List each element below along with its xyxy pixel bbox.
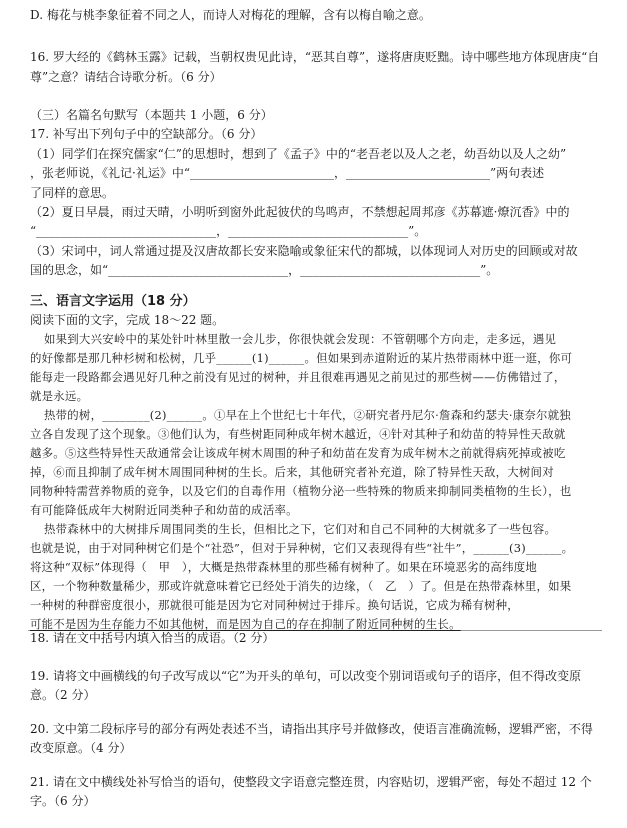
text-line: （2）夏日早晨，雨过天晴，小明听到窗外此起彼伏的鸟鸣声，不禁想起周邦彦《苏幕遮·燎沉香》中的	[30, 205, 570, 219]
text-line: ，张老师说，《礼记·礼运》中“________________________，________________________”两句表述	[30, 166, 545, 180]
text-line: 改变原意。（4 分）	[30, 741, 132, 755]
text-line: 20. 文中第二段标序号的部分有两处表述不当，请指出其序号并做修改，使语言准确流畅，逻辑严密，不得	[30, 722, 593, 736]
text-line: 热带森林中的大树排斥周围同类的生长，但相比之下，它们对和自己不同种的大树就多了一些包容。	[44, 522, 557, 536]
text-line: 18. 请在文中括号内填入恰当的成语。（2 分）	[30, 631, 275, 645]
text-line: 三、语言文字运用（18 分）	[30, 294, 196, 309]
text-line: 能每走一段路都会遇见好几种之前没有见过的树种，并且很难再遇见之前见过的那些树——仿佛错过了，	[30, 370, 566, 384]
text-line: 有可能降低成年大树附近同类种子和幼苗的成活率。	[30, 503, 298, 517]
text-line: 17. 补写出下列句子中的空缺部分。（6 分）	[30, 127, 263, 141]
text-line: 了同样的意思。	[30, 186, 115, 200]
text-line: 同物种特需营养物质的竞争，以及它们的自毒作用（植物分泌一些特殊的物质来抑制同类植物的生长），也	[30, 484, 572, 498]
text-line: （3）宋词中，词人常通过提及汉唐故都长安来隐喻或象征宋代的都城，以体现词人对历史的回顾或对故	[30, 244, 578, 258]
text-line: 国的思念，如“______________________________，______________________________”。	[30, 263, 499, 277]
text-line: 掉，⑥而且抑制了成年树木周围同种树的生长。后来，其他研究者补充道，除了特异性天敌，大树间对	[30, 465, 554, 479]
text-line: “______________________________，______________________________”。	[30, 224, 427, 238]
text-line: 16. 罗大经的《鹤林玉露》记载，当朝权贵见此诗，“恶其自尊”，遂将唐庚贬黜。诗中哪些地方体现唐庚“自	[30, 50, 600, 64]
text-line: 19. 请将文中画横线的句子改写成以“它”为开头的单句，可以改变个别词语或句子的语序，但不得改变原	[30, 669, 582, 683]
text-line: 就是永远。	[30, 389, 89, 403]
text-line: 立各自发现了这个现象。③他们认为，有些树距同种成年树木越近，④针对其种子和幼苗的特异性天敌就	[30, 427, 566, 441]
text-line: 字。（6 分）	[30, 794, 96, 808]
text-line: 尊”之意？请结合诗歌分析。（6 分）	[30, 70, 222, 84]
text-line: 也就是说，由于对同种树它们是个“社恐”，但对于异种树，它们又表现得有些“社牛”，______(3)______。	[30, 541, 574, 555]
text-line: 可能不是因为生存能力不如其他树，而是因为自己的存在抑制了附近同种树的生长。	[30, 617, 461, 631]
text-line: 区，一个物种数量稀少，那或许就意味着它已经处于消失的边缘，（ 乙 ）了。但是在热带森林里，如果	[30, 579, 572, 593]
text-line: 如果到大兴安岭中的某处针叶林里散一会儿步，你很快就会发现：不管朝哪个方向走，走多远，遇见	[44, 332, 557, 346]
text-line: （1）同学们在探究儒家“仁”的思想时，想到了《孟子》中的“老吾老以及人之老，幼吾幼以及人之幼”	[30, 147, 567, 161]
text-line: （三）名篇名句默写（本题共 1 小题，6 分）	[30, 108, 273, 122]
text-line: 的好像都是那几种杉树和松树，几乎______(1)______。但如果到赤道附近的某片热带雨林中逛一逛，你可	[30, 351, 573, 365]
text-line: 热带的树，________(2)______。①早在上个世纪七十年代，②研究者丹尼尔·詹森和约瑟夫·康奈尔就独	[44, 408, 571, 422]
text-line: 一种树的种群密度很小，那就很可能是因为它对同种树过于排斥。换句话说，它成为稀有树种，	[30, 598, 519, 612]
text-line: 21. 请在文中横线处补写恰当的语句，使整段文字语意完整连贯，内容贴切，逻辑严密，每处不超过 12 个	[30, 775, 592, 789]
text-line: D. 梅花与桃李象征着不同之人，而诗人对梅花的理解，含有以梅自喻之意。	[30, 8, 431, 22]
text-line: 将这种“双标”体现得（ 甲 ），大概是热带森林里的那些稀有树种了。如果在环境恶劣的高纬度地	[30, 560, 537, 574]
text-line: 意。（2 分）	[30, 688, 96, 702]
text-line: 阅读下面的文字，完成 18～22 题。	[30, 313, 225, 327]
text-line: 越多。⑤这些特异性天敌通常会让该成年树木周围的种子和幼苗在发育为成年树木之前就得病死掉或被吃	[30, 446, 566, 460]
